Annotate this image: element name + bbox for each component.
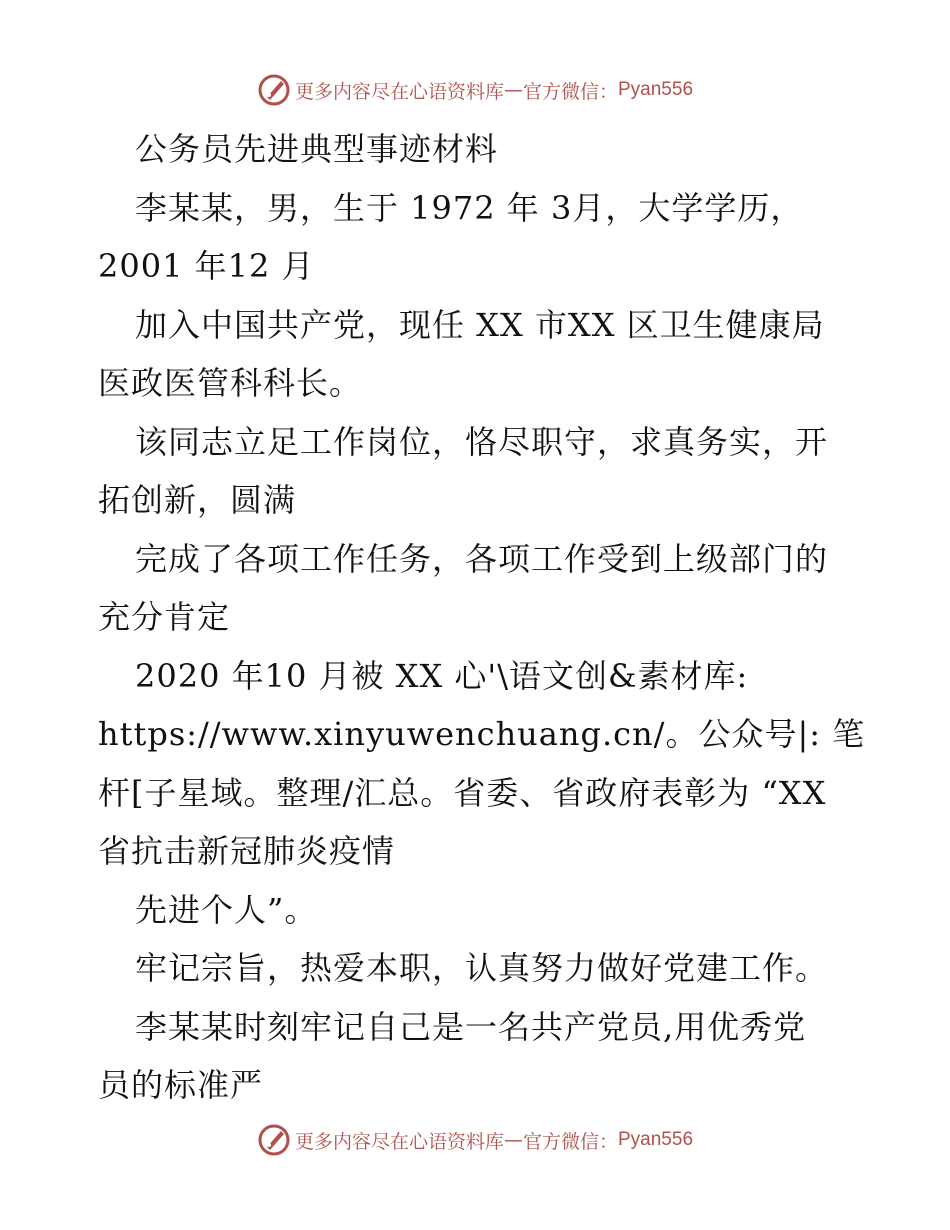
doc-line: https://www.xinyuwenchuang.cn/。公众号|: 笔 bbox=[98, 715, 866, 753]
doc-line: 李某某，男，生于 1972 年 3月，大学学历， bbox=[135, 188, 804, 227]
doc-line: 李某某时刻牢记自己是一名共产党员,用优秀党 bbox=[135, 1007, 807, 1046]
doc-line: 员的标准严 bbox=[98, 1066, 264, 1104]
header-banner bbox=[0, 70, 950, 110]
banner-wechat-label: 官方微信： bbox=[522, 1130, 618, 1153]
doc-line: 该同志立足工作岗位，恪尽职守，求真务实，开 bbox=[135, 422, 829, 461]
pen-logo-icon bbox=[257, 1123, 291, 1157]
footer-banner bbox=[0, 1120, 950, 1160]
doc-line: 医政医管科科长。 bbox=[98, 364, 363, 402]
banner-wechat-label: 官方微信： bbox=[522, 80, 618, 103]
doc-line: 先进个人”。 bbox=[135, 890, 318, 929]
banner-wechat-id: Pyan556 bbox=[618, 79, 694, 100]
banner-text: 更多内容尽在心语资料库 bbox=[294, 1130, 504, 1153]
doc-line: 杆[子星域。整理/汇总。省委、省政府表彰为 “XX bbox=[98, 773, 827, 812]
banner-text: 更多内容尽在心语资料库 bbox=[294, 80, 504, 103]
doc-title: 公务员先进典型事迹材料 bbox=[135, 130, 499, 168]
doc-line: 2001 年12 月 bbox=[98, 247, 315, 285]
banner-dash: — bbox=[503, 1129, 523, 1151]
pen-logo-icon bbox=[257, 73, 291, 107]
doc-line: 省抗击新冠肺炎疫情 bbox=[98, 832, 396, 870]
doc-line: 充分肯定 bbox=[98, 598, 231, 636]
banner-dash: — bbox=[503, 79, 523, 101]
doc-line: 牢记宗旨，热爱本职，认真努力做好党建工作。 bbox=[135, 949, 829, 987]
document-body bbox=[98, 120, 866, 1115]
banner-wechat-id: Pyan556 bbox=[618, 1129, 694, 1150]
doc-line: 拓创新，圆满 bbox=[98, 481, 297, 519]
doc-line: 2020 年10 月被 XX 心'\语文创&素材库: bbox=[135, 656, 749, 695]
doc-line: 加入中国共产党，现任 XX 市XX 区卫生健康局 bbox=[135, 305, 825, 344]
doc-line: 完成了各项工作任务，各项工作受到上级部门的 bbox=[135, 539, 829, 578]
